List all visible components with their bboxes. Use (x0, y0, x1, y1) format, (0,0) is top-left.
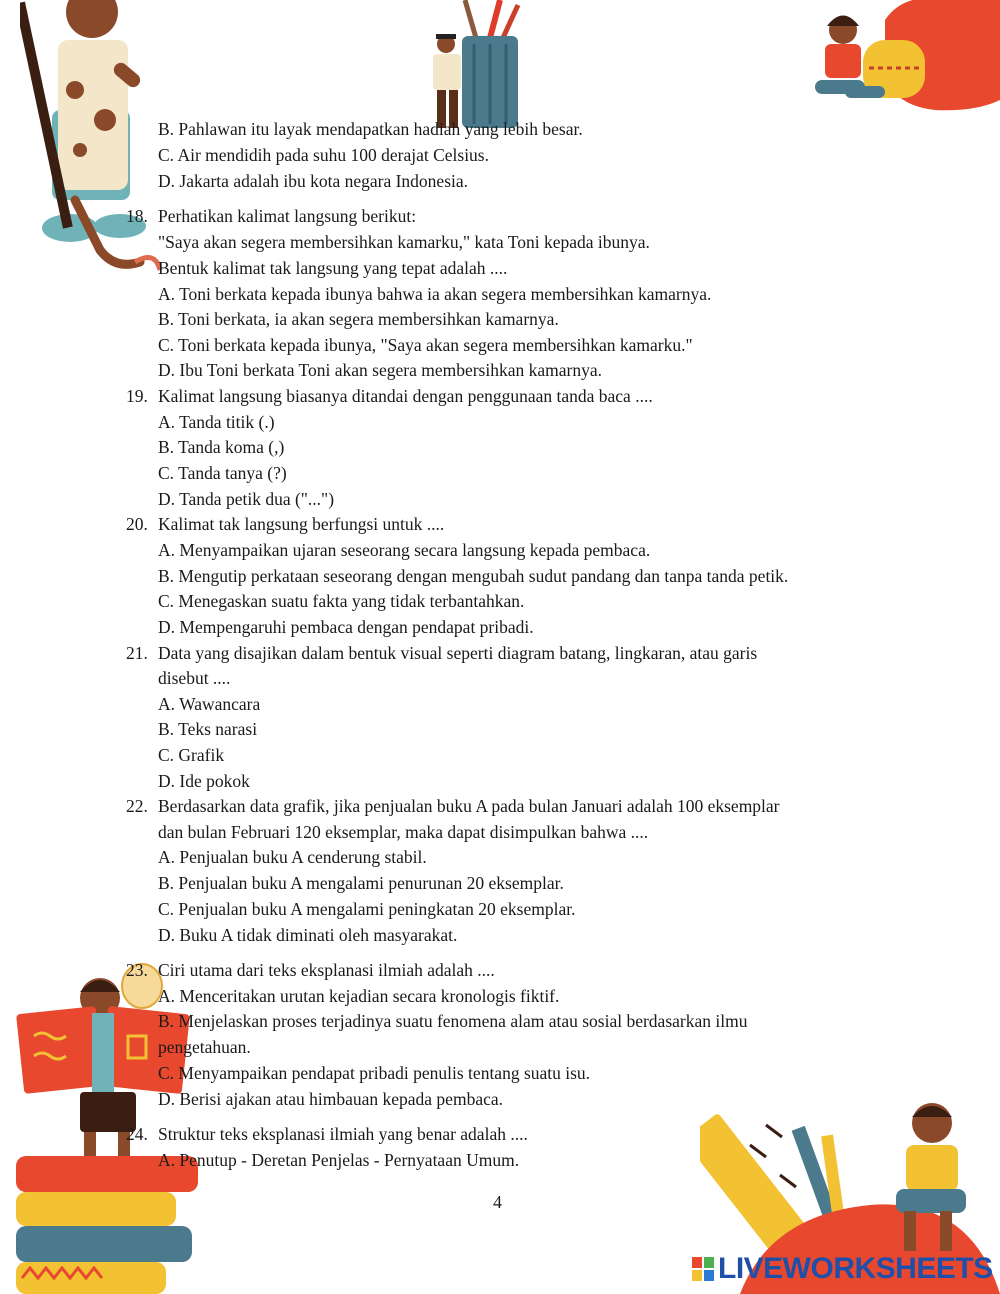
q18-text: Bentuk kalimat tak langsung yang tepat adalah .... (158, 258, 508, 278)
q23-text: Ciri utama dari teks eksplanasi ilmiah adalah .... (158, 960, 495, 980)
q18-text: "Saya akan segera membersihkan kamarku," kata Toni kepada ibunya. (158, 232, 650, 252)
q20-number: 20. (126, 514, 148, 534)
q22-option-c: C. Penjualan buku A mengalami peningkatan 20 eksemplar. (158, 899, 576, 919)
q18-number: 18. (126, 206, 148, 226)
q19-text: Kalimat langsung biasanya ditandai dengan penggunaan tanda baca .... (158, 386, 653, 406)
q23-option-d: D. Berisi ajakan atau himbauan kepada pembaca. (158, 1089, 503, 1109)
q19-option-a: A. Tanda titik (.) (158, 412, 275, 432)
q24-option-a: A. Penutup - Deretan Penjelas - Pernyataan Umum. (158, 1150, 520, 1170)
q18-option-c: C. Toni berkata kepada ibunya, "Saya akan segera membersihkan kamarku." (158, 335, 693, 355)
q19-option-d: D. Tanda petik dua ("...") (158, 489, 335, 509)
q20-option-d: D. Mempengaruhi pembaca dengan pendapat pribadi. (158, 617, 534, 637)
q24-text: Struktur teks eksplanasi ilmiah yang benar adalah .... (158, 1124, 528, 1144)
page-number: 4 (493, 1192, 502, 1212)
q21-option-c: C. Grafik (158, 745, 225, 765)
q21-text: disebut .... (158, 668, 231, 688)
q22-option-a: A. Penjualan buku A cenderung stabil. (158, 847, 427, 867)
q20-option-c: C. Menegaskan suatu fakta yang tidak terbantahkan. (158, 591, 525, 611)
q21-option-a: A. Wawancara (158, 694, 261, 714)
q17-option-d: D. Jakarta adalah ibu kota negara Indonesia. (158, 171, 469, 191)
q19-option-b: B. Tanda koma (,) (158, 437, 285, 457)
q21-option-d: D. Ide pokok (158, 771, 250, 791)
q23-number: 23. (126, 960, 148, 980)
q22-number: 22. (126, 796, 148, 816)
q20-option-b: B. Mengutip perkataan seseorang dengan mengubah sudut pandang dan tanpa tanda petik. (158, 566, 789, 586)
q18-option-d: D. Ibu Toni berkata Toni akan segera membersihkan kamarnya. (158, 360, 602, 380)
q17-option-c: C. Air mendidih pada suhu 100 derajat Celsius. (158, 145, 489, 165)
q23-option-b: B. Menjelaskan proses terjadinya suatu fenomena alam atau sosial berdasarkan ilmu (158, 1011, 748, 1031)
q18-option-a: A. Toni berkata kepada ibunya bahwa ia akan segera membersihkan kamarnya. (158, 284, 712, 304)
q23-option-c: C. Menyampaikan pendapat pribadi penulis tentang suatu isu. (158, 1063, 591, 1083)
q21-option-b: B. Teks narasi (158, 719, 258, 739)
q19-number: 19. (126, 386, 148, 406)
q24-number: 24. (126, 1124, 148, 1144)
q19-option-c: C. Tanda tanya (?) (158, 463, 287, 483)
liveworksheets-logo-icon (692, 1257, 714, 1281)
q20-text: Kalimat tak langsung berfungsi untuk .... (158, 514, 445, 534)
q18-option-b: B. Toni berkata, ia akan segera membersihkan kamarnya. (158, 309, 559, 329)
q22-option-b: B. Penjualan buku A mengalami penurunan 20 eksemplar. (158, 873, 564, 893)
q18-text: Perhatikan kalimat langsung berikut: (158, 206, 417, 226)
q20-option-a: A. Menyampaikan ujaran seseorang secara langsung kepada pembaca. (158, 540, 651, 560)
q22-text: Berdasarkan data grafik, jika penjualan buku A pada bulan Januari adalah 100 eksemplar (158, 796, 780, 816)
brand-wordmark: LIVEWORKSHEETS (718, 1252, 993, 1285)
q22-text: dan bulan Februari 120 eksemplar, maka dapat disimpulkan bahwa .... (158, 822, 649, 842)
q17-option-b: B. Pahlawan itu layak mendapatkan hadiah yang lebih besar. (158, 119, 583, 139)
q23-option-a: A. Menceritakan urutan kejadian secara kronologis fiktif. (158, 986, 560, 1006)
q23-option-b-cont: pengetahuan. (158, 1037, 251, 1057)
q21-text: Data yang disajikan dalam bentuk visual seperti diagram batang, lingkaran, atau garis (158, 643, 758, 663)
q22-option-d: D. Buku A tidak diminati oleh masyarakat. (158, 925, 458, 945)
q21-number: 21. (126, 643, 148, 663)
